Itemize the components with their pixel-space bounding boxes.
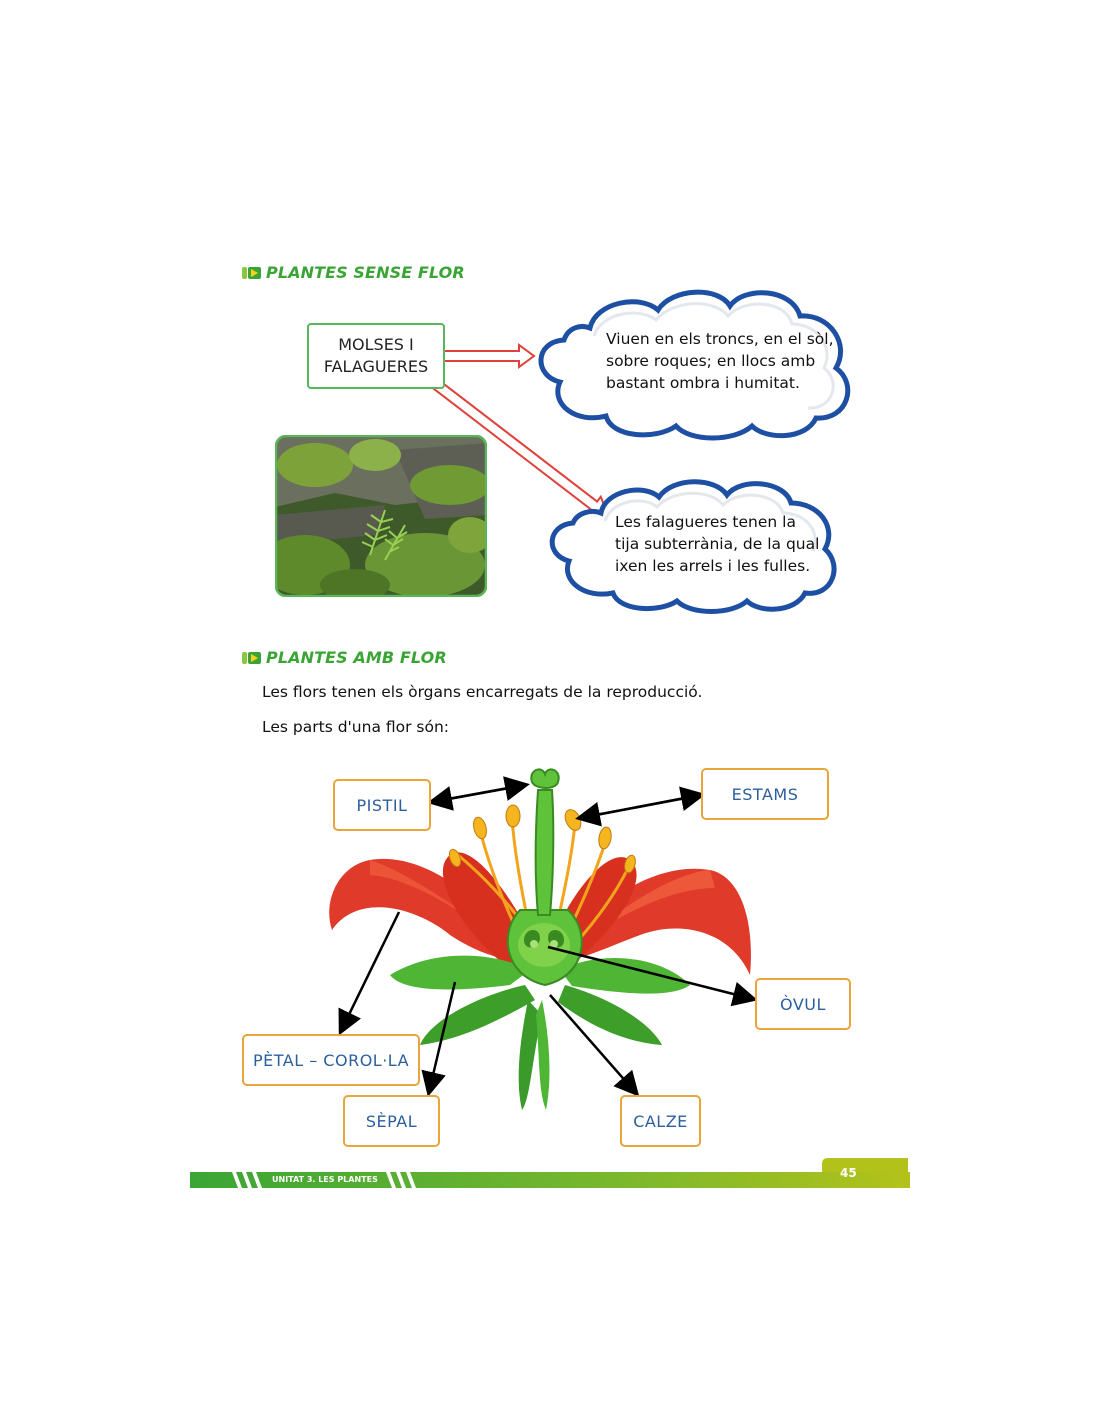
label-ovul [755, 978, 851, 1030]
label-pistil [333, 779, 431, 831]
cloud-2-line: ixen les arrels i les fulles. [615, 557, 811, 575]
intro-line-1: Les flors tenen els òrgans encarregats de la reproducció. [262, 683, 703, 701]
page-number: 45 [840, 1166, 857, 1180]
footer-unit-label: UNITAT 3. LES PLANTES [272, 1175, 378, 1184]
label-petal-corolla [242, 1034, 420, 1086]
section-title-text: PLANTES AMB FLOR [266, 648, 447, 667]
cloud-2-line: tija subterrània, de la qual [615, 535, 820, 553]
intro-line-2: Les parts d'una flor són: [262, 718, 450, 736]
label-petal-text: PÈTAL – COROL·LA [252, 1050, 410, 1070]
cloud-1-line: sobre roques; en llocs amb [606, 352, 816, 370]
cloud-1-line: bastant ombra i humitat. [606, 374, 800, 392]
box-line-1: MOLSES I [338, 335, 414, 354]
cloud-1-line: Viuen en els troncs, en el sòl, [606, 330, 834, 348]
label-calze-text: CALZE [633, 1111, 688, 1131]
label-estams [701, 768, 829, 820]
label-sepal-text: SÈPAL [365, 1111, 418, 1131]
box-line-2: FALAGUERES [323, 357, 429, 376]
cloud-2-line: Les falagueres tenen la [615, 513, 796, 531]
label-calze [620, 1095, 701, 1147]
label-estams-text: ESTAMS [731, 784, 799, 804]
label-pistil-text: PISTIL [356, 795, 408, 815]
footer-band [190, 1158, 910, 1190]
label-ovul-text: ÒVUL [780, 994, 826, 1014]
label-sepal [343, 1095, 440, 1147]
section-title-text: PLANTES SENSE FLOR [266, 263, 465, 282]
